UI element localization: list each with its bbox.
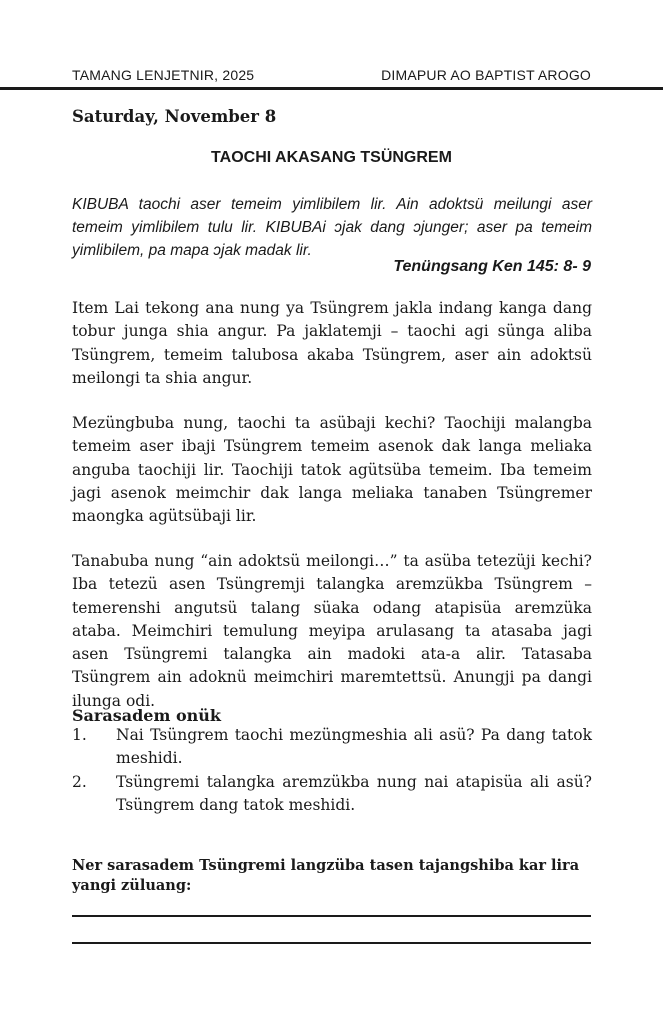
scripture-verse: KIBUBA taochi aser temeim yimlibilem lir. Ain adoktsü meilungi aser temeim yimlibilem tulu lir. KIBUBAi ɔjak dang ɔjunger; aser pa temeim yimlibilem, pa mapa ɔjak madak lir. — [72, 196, 592, 259]
question-text: Tsüngremi talangka aremzükba nung nai atapisüa ali asü? Tsüngrem dang tatok meshidi. — [116, 772, 592, 814]
devotion-title: TAOCHI AKASANG TSÜNGREM — [211, 149, 452, 166]
question-item — [72, 724, 592, 771]
reflection-prompt: Ner sarasadem Tsüngremi langzüba tasen tajangshiba kar lira yangi züluang: — [72, 857, 580, 894]
writing-line — [72, 915, 591, 917]
question-item — [72, 771, 592, 818]
questions-heading: Sarasadem onük — [72, 706, 221, 725]
question-number: 2. — [72, 772, 87, 791]
header-rule — [0, 87, 663, 90]
devotion-date: Saturday, November 8 — [72, 107, 277, 126]
running-header — [72, 67, 591, 83]
questions-list — [72, 724, 592, 817]
question-text: Nai Tsüngrem taochi mezüngmeshia ali asü? Pa dang tatok meshidi. — [116, 726, 592, 768]
body-paragraph-3: Tanabuba nung “ain adoktsü meilongi…” ta asüba tetezüji kechi? Iba tetezü asen Tsüngremji talangka aremzükba Tsüngrem – temerenshi angutsü talang süaka odang atapisüa aremzüka ataba. Meimchiri temulung meyipa arulasang ta atasaba jagi asen Tsüngremi talangka ain madoki ata-a alir. Tatasaba Tsüngrem ain adoknü meimchiri maremtettsü. Anungji pa dangi ilunga odi. — [72, 552, 592, 710]
header-left: TAMANG LENJETNIR, 2025 — [72, 67, 255, 83]
header-right: DIMAPUR AO BAPTIST AROGO — [381, 67, 591, 83]
scripture-reference: Tenüngsang Ken 145: 8- 9 — [393, 258, 591, 275]
body-paragraph-1: Item Lai tekong ana nung ya Tsüngrem jakla indang kanga dang tobur junga shia angur. Pa jaklatemji – taochi agi sünga aliba Tsüngrem, temeim talubosa akaba Tsüngrem, aser ain adoktsü meilongi ta shia angur. — [72, 299, 592, 387]
body-paragraph-2: Mezüngbuba nung, taochi ta asübaji kechi? Taochiji malangba temeim aser ibaji Tsüngrem temeim asenok dak langa meliaka anguba taochiji lir. Taochiji tatok agütsüba temeim. Iba temeim jagi asenok meimchir dak langa meliaka tanaben Tsüngremer maongka agütsübaji lir. — [72, 414, 592, 526]
writing-line — [72, 942, 591, 944]
question-number: 1. — [72, 726, 87, 744]
